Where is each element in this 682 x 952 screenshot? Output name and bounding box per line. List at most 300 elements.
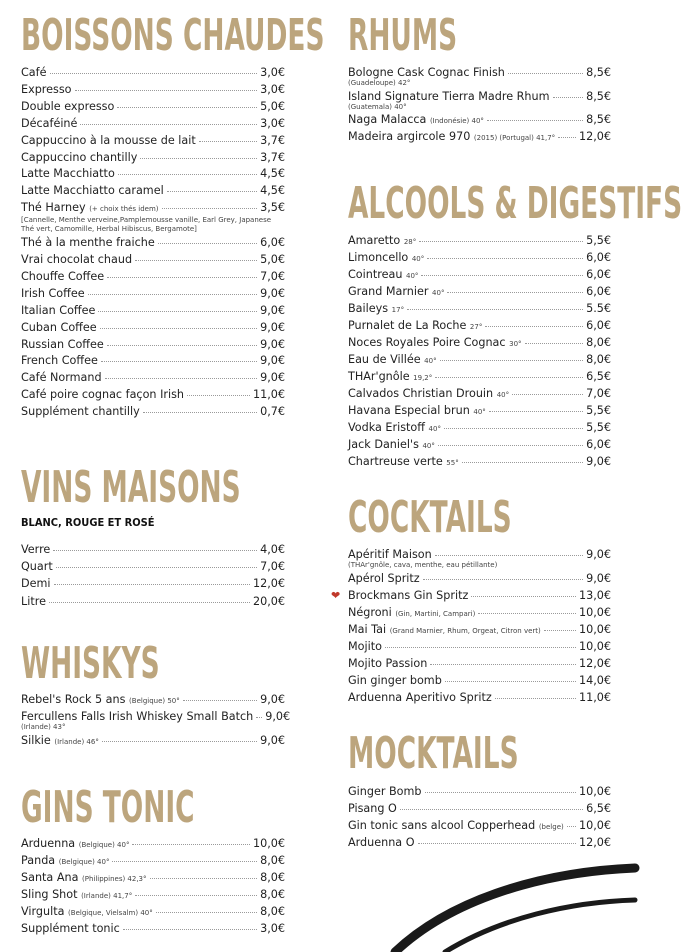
dotted-leader [135, 895, 257, 896]
item-note: [Cannelle, Menthe verveine,Pamplemousse vanille, Earl Grey, Japanese Thé vert, Camomille, Herbal Hibiscus, Bergamote] [21, 216, 272, 234]
menu-item [348, 353, 611, 368]
menu-item [348, 836, 611, 849]
item-price: 8,0€ [260, 854, 285, 867]
item-name [21, 543, 50, 556]
item-price: 8,0€ [260, 905, 285, 918]
item-name [21, 560, 53, 573]
menu-item-row [21, 201, 285, 216]
menu-item [21, 405, 285, 418]
item-price: 3,0€ [260, 116, 285, 130]
item-note: (THAr'gnôle, cava, menthe, eau pétillante) [348, 561, 498, 569]
item-price: 6,5€ [586, 370, 611, 383]
menu-item [348, 548, 611, 570]
dotted-leader [495, 698, 576, 699]
item-name-text: Négroni [348, 606, 392, 619]
item-detail: 30° [509, 340, 522, 348]
dotted-leader [49, 602, 250, 603]
menu-item-row [348, 691, 611, 704]
item-name [21, 734, 99, 749]
dotted-leader [112, 861, 257, 862]
dotted-leader [100, 328, 257, 329]
item-name [348, 370, 432, 385]
dotted-leader [400, 809, 583, 810]
menu-item-row [348, 421, 611, 436]
item-detail: (Indonésie) 40° [429, 117, 484, 126]
item-name [348, 623, 541, 638]
menu-item [21, 905, 285, 920]
menu-item [348, 285, 611, 300]
item-price: 9,0€ [260, 320, 285, 334]
menu-item-row [21, 253, 285, 266]
dotted-leader [419, 241, 583, 242]
section-title: ALCOOLS & DIGESTIFS [348, 178, 682, 229]
menu-item-row [21, 304, 285, 317]
menu-item [348, 802, 611, 815]
menu-item-row [21, 854, 285, 869]
item-note: (Guatemala) 40° [348, 102, 407, 111]
item-name-text: Chouffe Coffee [21, 269, 105, 283]
item-price: 9,0€ [260, 371, 285, 385]
item-detail: (+ choix thés idem) [89, 205, 159, 214]
item-name [21, 100, 114, 113]
dotted-leader [123, 929, 257, 930]
menu-item-row [348, 572, 611, 585]
item-name-text: Italian Coffee [21, 303, 96, 317]
item-name [21, 354, 98, 367]
menu-item [21, 236, 285, 249]
menu-item-row [348, 548, 611, 561]
menu-item-row [348, 370, 611, 385]
menu-item [348, 640, 611, 653]
item-note: (Irlande) 43° [21, 723, 66, 731]
item-name [348, 674, 442, 687]
item-price: 9,0€ [586, 548, 611, 561]
item-name-text: Ginger Bomb [348, 785, 422, 798]
dotted-leader [199, 141, 257, 142]
menu-item [21, 270, 285, 283]
item-name-text: Mojito [348, 640, 382, 653]
menu-item [21, 134, 285, 147]
dotted-leader [445, 681, 576, 682]
item-price: 9,0€ [260, 286, 285, 300]
item-name [21, 184, 164, 197]
menu-item [21, 693, 285, 708]
item-detail: 40° [432, 289, 445, 297]
menu-item-row [348, 438, 611, 453]
item-price: 10,0€ [252, 837, 285, 850]
menu-item-row [21, 100, 285, 113]
item-detail: 40° [496, 391, 510, 399]
menu-item [21, 710, 291, 732]
item-name-text: Mojito Passion [348, 657, 428, 670]
menu-item-row [21, 270, 285, 283]
item-price: 8,5€ [586, 66, 611, 79]
menu-item [21, 117, 285, 130]
dotted-leader [471, 596, 576, 597]
item-name-text: Latte Macchiatto caramel [21, 184, 164, 198]
item-price: 6,0€ [586, 319, 611, 332]
menu-item [348, 785, 611, 798]
item-name-text: Cappuccino à la mousse de lait [21, 133, 196, 147]
menu-item-row [348, 819, 611, 834]
menu-item [21, 837, 285, 852]
menu-item [348, 234, 611, 249]
item-price: 5,5€ [586, 404, 611, 417]
item-name [21, 253, 132, 266]
item-detail: (Grand Marnier, Rhum, Orgeat, Citron vert) [389, 627, 541, 635]
menu-item [348, 606, 611, 621]
item-name [348, 404, 486, 419]
menu-item [21, 100, 285, 113]
item-price: 10,0€ [578, 819, 611, 832]
item-detail: 40° [411, 255, 425, 263]
item-detail: (Gin, Martini, Campari) [395, 610, 476, 618]
item-detail: 28° [403, 238, 417, 246]
dotted-leader [508, 73, 583, 74]
menu-item [348, 421, 611, 436]
item-name [348, 836, 415, 849]
menu-item-row [348, 640, 611, 653]
item-name [348, 387, 509, 402]
item-name [21, 321, 97, 334]
item-detail: 40° [428, 425, 441, 433]
menu-item [21, 888, 285, 903]
dotted-leader [421, 275, 583, 276]
dotted-leader [447, 292, 583, 293]
item-price: 9,0€ [260, 303, 285, 317]
item-name-text: Sling Shot [21, 888, 78, 901]
item-name-text: Demi [21, 577, 51, 591]
dotted-leader [105, 378, 257, 379]
menu-item-row [348, 387, 611, 402]
menu-item-row [21, 577, 285, 590]
item-name [348, 657, 427, 670]
item-name [21, 83, 72, 96]
item-name [21, 167, 115, 180]
item-detail: 55° [446, 459, 459, 467]
menu-item-row [348, 90, 611, 103]
dotted-leader [489, 411, 583, 412]
item-price: 6,0€ [586, 251, 611, 264]
item-name-text: Baileys [348, 302, 389, 315]
item-detail: (2015) (Portugal) 41,7° [473, 133, 556, 142]
item-name-text: Fercullens Falls Irish Whiskey Small Batch [21, 710, 254, 723]
item-name [21, 854, 109, 869]
item-name-text: Arduenna [21, 837, 76, 850]
menu-item-row [348, 455, 611, 470]
item-detail: 40° [422, 442, 435, 450]
item-price: 9,0€ [586, 572, 611, 585]
dotted-leader [440, 360, 583, 361]
section-title: BOISSONS CHAUDES [21, 10, 325, 61]
dotted-leader [140, 158, 257, 159]
menu-item-row [348, 319, 611, 334]
menu-item [21, 734, 285, 749]
menu-item-row [21, 83, 285, 96]
dotted-leader [553, 97, 584, 98]
dotted-leader [150, 878, 258, 879]
menu-item [21, 66, 285, 79]
menu-item [348, 623, 611, 638]
menu-item [21, 184, 285, 197]
item-name [348, 572, 420, 585]
item-name [21, 371, 102, 384]
item-name-text: Santa Ana [21, 871, 79, 884]
item-price: 6,0€ [586, 268, 611, 281]
item-name-text: Panda [21, 854, 56, 867]
menu-item [348, 251, 611, 266]
menu-item [348, 130, 611, 145]
item-price: 14,0€ [578, 674, 611, 687]
menu-item [21, 577, 285, 590]
item-name-text: Virgulta [21, 905, 65, 918]
menu-item [21, 922, 285, 935]
item-name [348, 251, 424, 266]
menu-item-row [21, 710, 291, 723]
item-name-text: Apéritif Maison [348, 548, 432, 561]
item-price: 13,0€ [578, 589, 611, 602]
item-name-text: Quart [21, 560, 53, 574]
item-detail: 40° [424, 357, 437, 365]
menu-item-row [348, 674, 611, 687]
menu-item [21, 151, 285, 164]
menu-item [21, 287, 285, 300]
item-name-text: Arduenna O [348, 836, 415, 849]
dotted-leader [75, 90, 258, 91]
dotted-leader [102, 741, 257, 742]
item-detail: 17° [391, 306, 405, 314]
item-detail: (Philippines) 42,3° [82, 875, 147, 883]
menu-item [348, 404, 611, 419]
item-name-text: Gin ginger bomb [348, 674, 442, 687]
item-detail: (Belgique) 50° [129, 697, 180, 705]
menu-item [348, 370, 611, 385]
item-name [348, 819, 564, 834]
item-name-text: Mai Tai [348, 623, 387, 636]
item-name-text: Café Normand [21, 371, 102, 385]
item-detail: 27° [469, 323, 483, 331]
menu-item [21, 201, 285, 234]
menu-item [348, 438, 611, 453]
item-name-text: Rebel's Rock 5 ans [21, 693, 126, 706]
menu-item-row [348, 251, 611, 266]
item-name-text: Thé à la menthe fraiche [21, 236, 155, 250]
menu-item [21, 321, 285, 334]
item-name [348, 438, 435, 453]
item-name [21, 270, 104, 283]
menu-item [348, 336, 611, 351]
item-name-text: Noces Royales Poire Cognac [348, 336, 506, 349]
item-price: 12,0€ [578, 836, 611, 849]
menu-item-row [21, 117, 285, 130]
item-name [348, 785, 422, 798]
item-price: 3,7€ [260, 133, 285, 147]
item-price: 6,0€ [586, 438, 611, 451]
item-name-text: Island Signature Tierra Madre Rhum [348, 89, 550, 103]
dotted-leader [385, 647, 576, 648]
item-price: 10,0€ [578, 623, 611, 636]
dotted-leader [444, 428, 583, 429]
item-price: 7,0€ [260, 269, 285, 283]
item-name [21, 577, 51, 590]
item-price: 12,0€ [578, 657, 611, 670]
dotted-leader [435, 377, 583, 378]
item-name [21, 905, 153, 920]
item-price: 12,0€ [578, 129, 611, 143]
item-name-text: Brockmans Gin Spritz [348, 589, 469, 602]
menu-item-row [348, 66, 611, 79]
dotted-leader [118, 174, 257, 175]
menu-item-row [21, 543, 285, 556]
item-name-text: Verre [21, 543, 51, 556]
item-price: 4,0€ [260, 543, 285, 556]
menu-item-row [21, 236, 285, 249]
item-name [21, 338, 104, 351]
dotted-leader [558, 137, 576, 138]
item-price: 3,0€ [260, 82, 285, 96]
item-detail: 40° [406, 272, 419, 280]
dotted-leader [53, 550, 257, 551]
item-price: 11,0€ [578, 691, 611, 704]
item-detail: 40° [473, 408, 486, 416]
item-name-text: Irish Coffee [21, 286, 85, 300]
item-name [348, 353, 437, 368]
menu-item [348, 113, 611, 128]
menu-item-row [21, 905, 285, 920]
item-price: 10,0€ [578, 606, 611, 619]
item-name-text: THAr'gnôle [348, 370, 410, 383]
item-price: 0,7€ [260, 405, 285, 419]
dotted-leader [435, 555, 583, 556]
dotted-leader [544, 630, 576, 631]
item-name-text: Purnalet de La Roche [348, 319, 467, 332]
item-price: 6,5€ [586, 802, 611, 815]
dotted-leader [485, 326, 583, 327]
item-name [21, 304, 95, 317]
section-subtitle: BLANC, ROUGE ET ROSÉ [21, 516, 155, 529]
menu-item-row [21, 321, 285, 334]
item-name-text: Madeira argircole 970 [348, 129, 471, 143]
item-price: 5,0€ [260, 99, 285, 113]
item-name [21, 710, 253, 723]
item-name-text: Havana Especial brun [348, 404, 470, 417]
item-name [21, 151, 137, 164]
menu-item [21, 595, 285, 608]
menu-item-row [348, 130, 611, 145]
menu-item-row [348, 606, 611, 621]
menu-item-row [348, 353, 611, 368]
dotted-leader [256, 717, 262, 718]
dotted-leader [438, 445, 583, 446]
item-name-text: Silkie [21, 734, 51, 747]
menu-item [348, 572, 611, 585]
item-name [348, 66, 505, 79]
item-price: 3,0€ [260, 922, 285, 935]
item-name [21, 871, 147, 886]
item-name [21, 595, 46, 608]
item-name [21, 66, 47, 79]
menu-item-row [21, 184, 285, 197]
item-price: 6,0€ [260, 236, 285, 250]
menu-item-row [21, 151, 285, 164]
dotted-leader [54, 584, 250, 585]
item-name-text: Thé Harney [21, 201, 86, 215]
dotted-leader [135, 260, 257, 261]
menu-item [348, 657, 611, 670]
menu-item [21, 871, 285, 886]
dotted-leader [430, 664, 576, 665]
item-price: 9,0€ [260, 734, 285, 747]
swirl-stroke-outer [395, 868, 635, 952]
menu-item-row [348, 234, 611, 249]
item-name-text: Latte Macchiatto [21, 167, 115, 181]
item-name-text: Limoncello [348, 251, 409, 264]
item-name [348, 113, 484, 128]
item-name [21, 922, 120, 935]
menu-item [348, 819, 611, 834]
item-name-text: Cuban Coffee [21, 320, 97, 334]
menu-item [348, 66, 611, 88]
menu-item [21, 560, 285, 573]
menu-item-row [21, 734, 285, 749]
menu-item [21, 253, 285, 266]
menu-item [348, 387, 611, 402]
menu-item [348, 674, 611, 687]
menu-item-row [21, 560, 285, 573]
dotted-leader [167, 191, 257, 192]
menu-item-row [348, 623, 611, 638]
item-price: 8,5€ [586, 113, 611, 127]
dotted-leader [183, 700, 257, 701]
menu-item-row [21, 871, 285, 886]
item-name [21, 236, 155, 249]
menu-item-row [348, 285, 611, 300]
item-name [21, 693, 180, 708]
item-name-text: Gin tonic sans alcool Copperhead [348, 819, 536, 832]
item-name [348, 268, 418, 283]
item-name-text: Grand Marnier [348, 285, 429, 298]
menu-item [348, 691, 611, 704]
item-name-text: Cointreau [348, 268, 403, 281]
menu-item [21, 354, 285, 367]
menu-item-row [21, 405, 285, 418]
dotted-leader [427, 258, 583, 259]
item-name [348, 130, 555, 145]
item-price: 8,0€ [260, 871, 285, 884]
item-name-text: French Coffee [21, 354, 98, 368]
item-name [348, 336, 522, 351]
item-detail: (Irlande) 41,7° [81, 892, 133, 900]
menu-item [21, 854, 285, 869]
item-name [348, 802, 397, 815]
item-price: 8,0€ [586, 336, 611, 349]
menu-item-row [21, 338, 285, 351]
item-name [21, 201, 159, 216]
item-name [21, 405, 140, 418]
menu-item [348, 455, 611, 470]
item-name-text: Naga Malacca [348, 113, 427, 127]
dotted-leader [478, 613, 576, 614]
item-price: 4,5€ [260, 167, 285, 181]
item-price: 8,0€ [586, 353, 611, 366]
item-price: 7,0€ [586, 387, 611, 400]
item-price: 5,0€ [260, 253, 285, 266]
menu-item [21, 543, 285, 556]
item-name [21, 388, 184, 401]
menu-item-row [21, 66, 285, 79]
item-name [348, 691, 492, 704]
dotted-leader [187, 395, 250, 396]
